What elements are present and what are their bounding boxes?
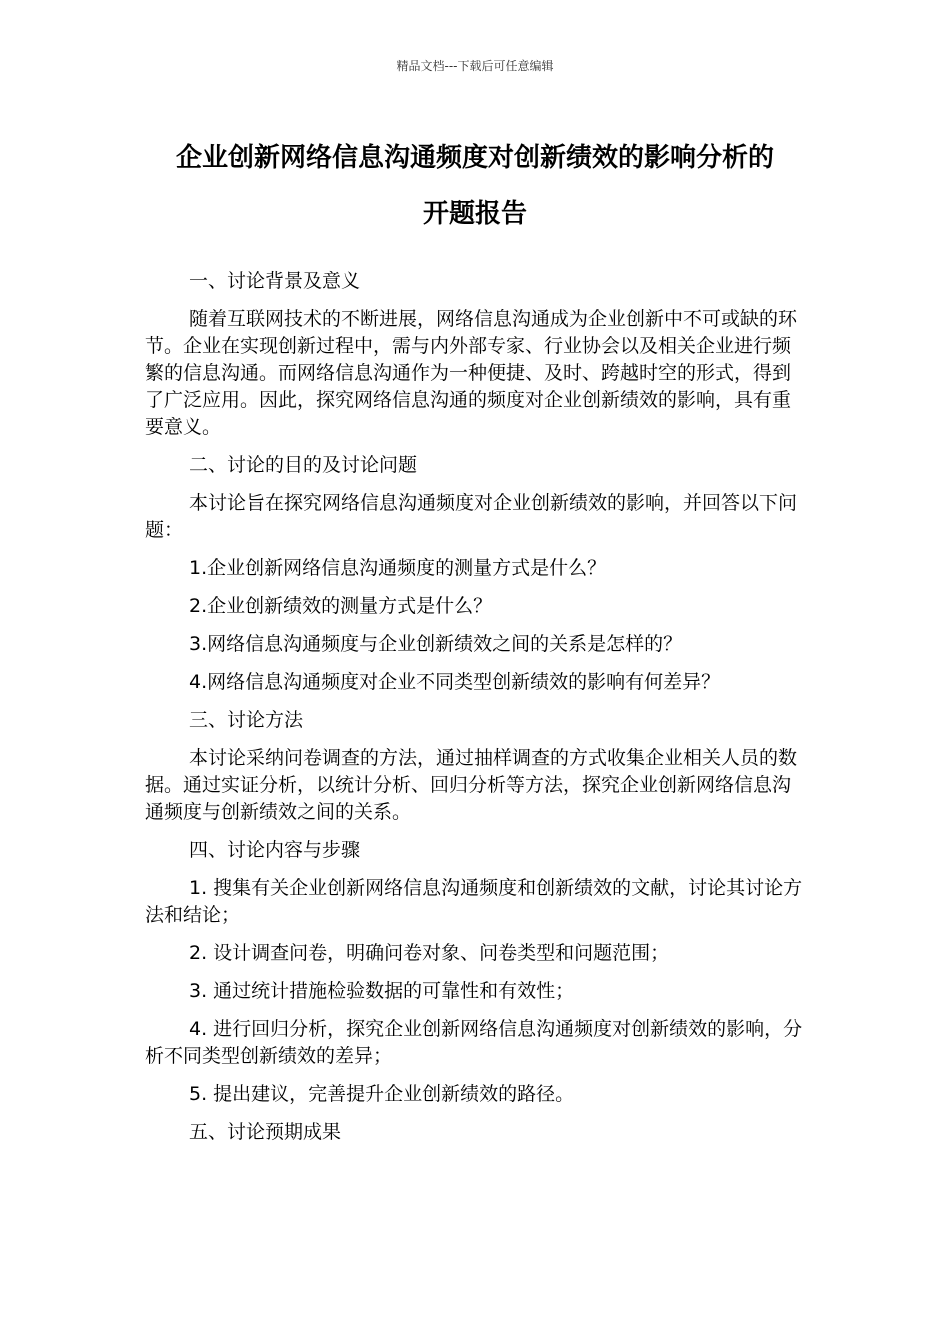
step-item-2: 2. 设计调查问卷，明确问卷对象、问卷类型和问题范围； — [189, 942, 670, 964]
question-item-4: 4.网络信息沟通频度对企业不同类型创新绩效的影响有何差异？ — [189, 671, 721, 693]
step-item-4: 4. 进行回归分析，探究企业创新网络信息沟通频度对创新绩效的影响，分析不同类型创新绩效的差异； — [145, 1018, 803, 1067]
question-item-3: 3.网络信息沟通频度与企业创新绩效之间的关系是怎样的？ — [189, 633, 683, 655]
section-heading-method: 三、讨论方法 — [189, 709, 304, 731]
step-item-3: 3. 通过统计措施检验数据的可靠性和有效性； — [189, 980, 575, 1002]
document-title — [140, 130, 810, 242]
step-item-5: 5. 提出建议，完善提升企业创新绩效的路径。 — [189, 1083, 575, 1105]
title-line-2: 开题报告 — [422, 199, 527, 229]
step-item-1: 1. 搜集有关企业创新网络信息沟通频度和创新绩效的文献，讨论其讨论方法和结论； — [145, 877, 803, 926]
section-heading-content-steps: 四、讨论内容与步骤 — [189, 839, 361, 861]
paragraph-purpose-intro: 本讨论旨在探究网络信息沟通频度对企业创新绩效的影响，并回答以下问题： — [145, 492, 798, 541]
section-heading-purpose: 二、讨论的目的及讨论问题 — [189, 454, 418, 476]
section-heading-background: 一、讨论背景及意义 — [189, 270, 361, 292]
question-item-1: 1.企业创新网络信息沟通频度的测量方式是什么？ — [189, 557, 607, 579]
title-line-1: 企业创新网络信息沟通频度对创新绩效的影响分析的 — [175, 143, 774, 173]
section-heading-expected-results: 五、讨论预期成果 — [189, 1121, 342, 1143]
document-body — [145, 268, 805, 1157]
paragraph-method: 本讨论采纳问卷调查的方法，通过抽样调查的方式收集企业相关人员的数据。通过实证分析，以统计分析、回归分析等方法，探究企业创新网络信息沟通频度与创新绩效之间的关系。 — [145, 747, 798, 823]
paragraph-background: 随着互联网技术的不断进展，网络信息沟通成为企业创新中不可或缺的环节。企业在实现创新过程中，需与内外部专家、行业协会以及相关企业进行频繁的信息沟通。而网络信息沟通作为一种便捷、及时、跨越时空的形式，得到了广泛应用。因此，探究网络信息沟通的频度对企业创新绩效的影响，具有重要意义。 — [145, 308, 798, 438]
question-item-2: 2.企业创新绩效的测量方式是什么？ — [189, 595, 493, 617]
page-header: 精品文档---下载后可任意编辑 — [396, 59, 554, 73]
